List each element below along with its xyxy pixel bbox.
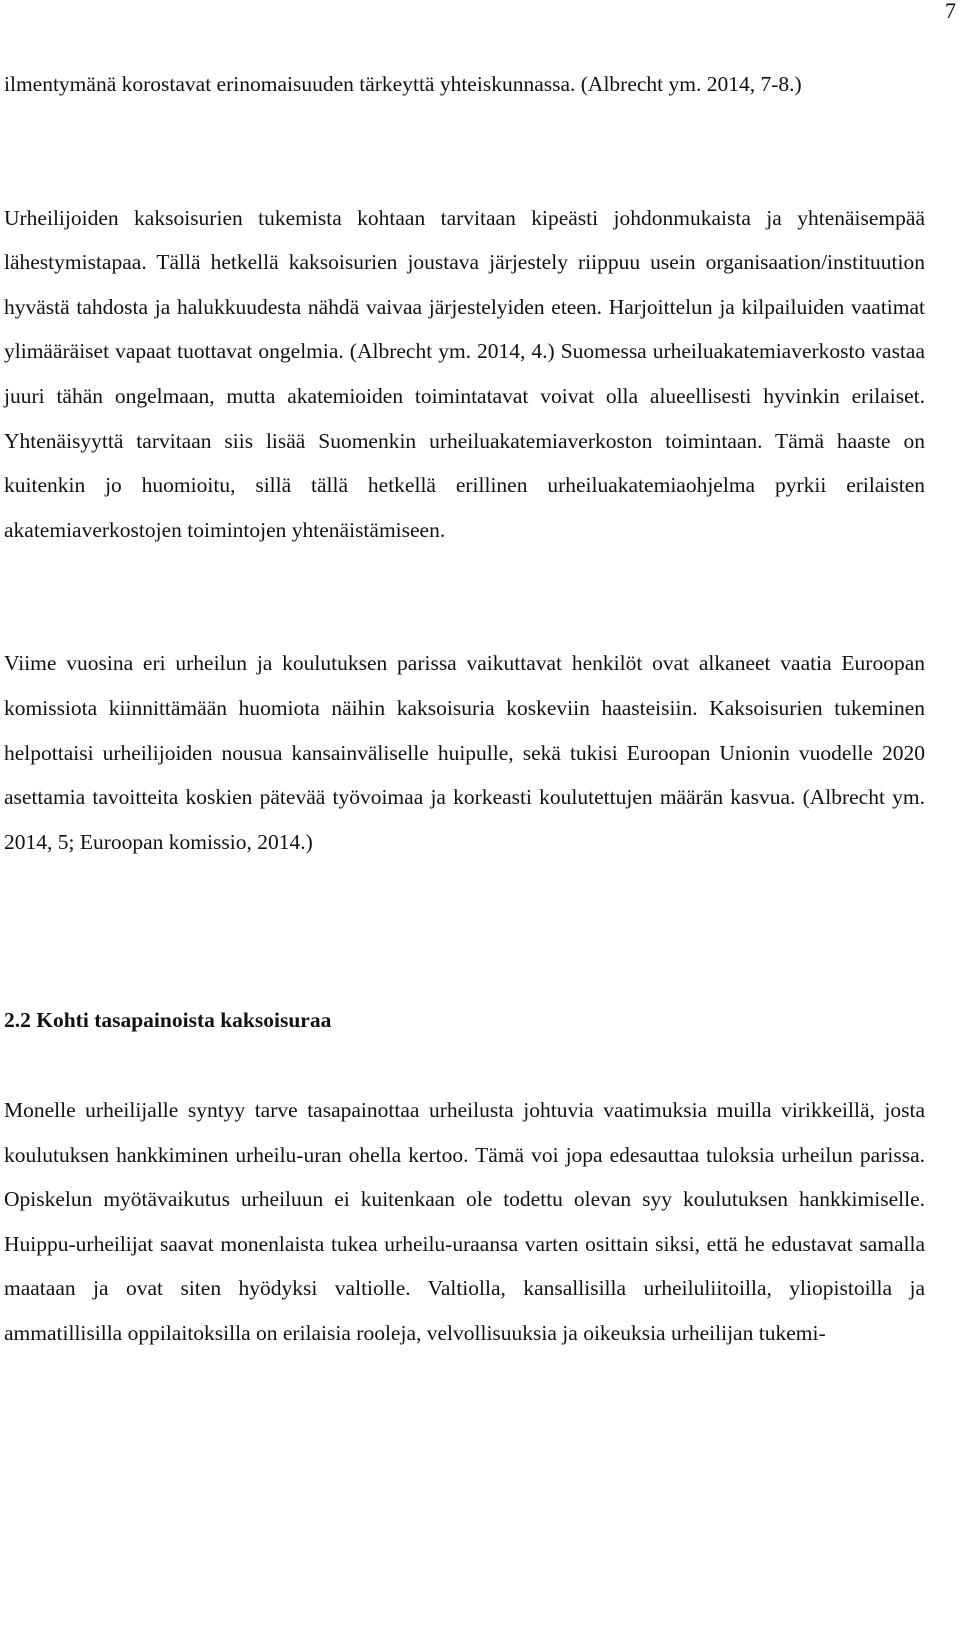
document-body	[4, 62, 925, 1355]
section-heading: 2.2 Kohti tasapainoista kaksoisuraa	[4, 1008, 332, 1033]
paragraph-2: Urheilijoiden kaksoisurien tukemista kohtaan tarvitaan kipeästi johdonmukaista ja yhtenäisempää lähestymistapaa. Tällä hetkellä kaksoisurien joustava järjestely riippuu usein organisaation/instituution hyvästä tahdosta ja halukkuudesta nähdä vaivaa järjestelyiden eteen. Harjoittelun ja kilpailuiden vaatimat ylimääräiset vapaat tuottavat ongelmia. (Albrecht ym. 2014, 4.) Suomessa urheiluakatemiaverkosto vastaa juuri tähän ongelmaan, mutta akatemioiden toimintatavat voivat olla alueellisesti hyvinkin erilaiset. Yhtenäisyyttä tarvitaan siis lisää Suomenkin urheiluakatemiaverkoston toimintaan. Tämä haaste on kuitenkin jo huomioitu, sillä tällä hetkellä erillinen urheiluakatemiaohjelma pyrkii erilaisten akatemiaverkostojen toimintojen yhtenäistämiseen.	[4, 205, 925, 542]
paragraph-3: Viime vuosina eri urheilun ja koulutuksen parissa vaikuttavat henkilöt ovat alkaneet vaatia Euroopan komissiota kiinnittämään huomiota näihin kaksoisuria koskeviin haasteisiin. Kaksoisurien tukeminen helpottaisi urheilijoiden nousua kansainväliselle huipulle, sekä tukisi Euroopan Unionin vuodelle 2020 asettamia tavoitteita koskien pätevää työvoimaa ja korkeasti koulutettujen määrän kasvua. (Albrecht ym. 2014, 5; Euroopan komissio, 2014.)	[4, 651, 925, 854]
paragraph-4: Monelle urheilijalle syntyy tarve tasapainottaa urheilusta johtuvia vaatimuksia muilla virikkeillä, josta koulutuksen hankkiminen urheilu-uran ohella kertoo. Tämä voi jopa edesauttaa tuloksia urheilun parissa. Opiskelun myötävaikutus urheiluun ei kuitenkaan ole todettu olevan syy koulutuksen hankkimiselle. Huippu-urheilijat saavat monenlaista tukea urheilu-uraansa varten osittain siksi, että he edustavat samalla maataan ja ovat siten hyödyksi valtiolle. Valtiolla, kansallisilla urheiluliitoilla, yliopistoilla ja ammatillisilla oppilaitoksilla on erilaisia rooleja, velvollisuuksia ja oikeuksia urheilijan tukemi-	[4, 1097, 925, 1345]
paragraph-1: ilmentymänä korostavat erinomaisuuden tärkeyttä yhteiskunnassa. (Albrecht ym. 2014, 7-8.)	[4, 72, 802, 96]
page-number: 7	[945, 0, 956, 23]
